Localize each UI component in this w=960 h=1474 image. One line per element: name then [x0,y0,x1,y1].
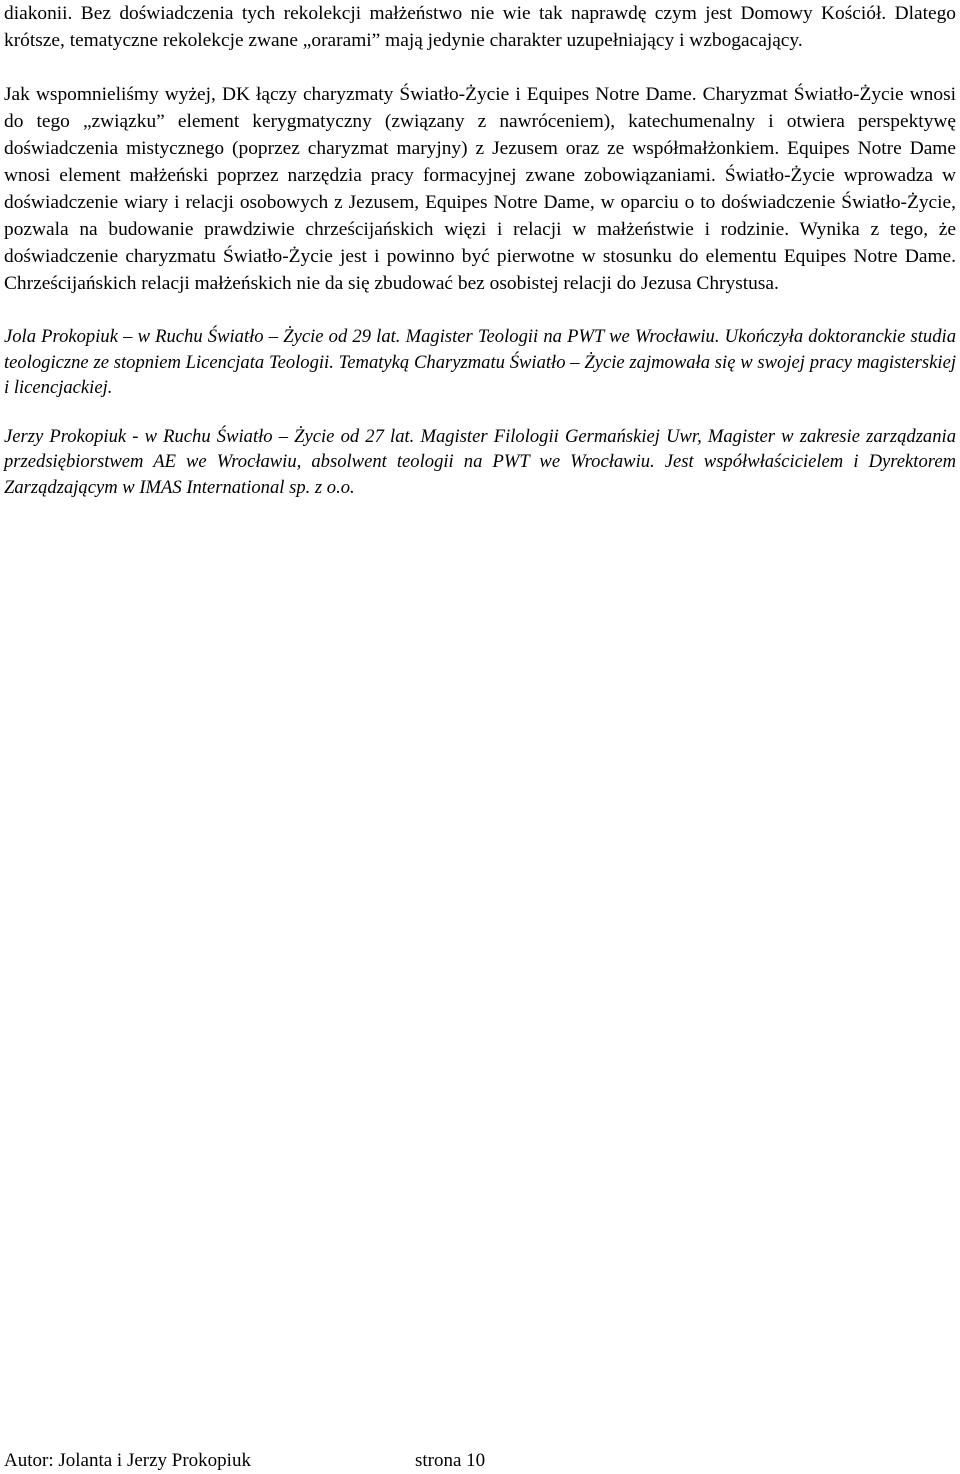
bio-jerzy: Jerzy Prokopiuk - w Ruchu Światło – Życie od 27 lat. Magister Filologii Germańskiej Uwr, Magister w zakresie zarządzania przedsiębiorstwem AE we Wrocławiu, absolwent teologii na PWT we Wrocławiu. Jest współwłaścicielem i Dyrektorem Zarządzającym w IMAS International sp. z o.o. [4,425,956,498]
bio-spacer [4,401,956,424]
paragraph-spacer [4,297,956,324]
paragraph-charyzmaty: Jak wspomnieliśmy wyżej, DK łączy charyzmaty Światło-Życie i Equipes Notre Dame. Charyzmat Światło-Życie wnosi do tego „związku” element kerygmatyczny (związany z nawróceniem), katechumenalny i otwiera perspektywę doświadczenia mistycznego (poprzez charyzmat maryjny) z Jezusem oraz ze współmałżonkiem. Equipes Notre Dame wnosi element małżeński poprzez narzędzia pracy formacyjnej zwane zobowiązaniami. Światło-Życie wprowadza w doświadczenie wiary i relacji osobowych z Jezusem, Equipes Notre Dame, w oparciu o to doświadczenie Światło-Życie, pozwala na budowanie prawdziwie chrześcijańskich więzi i relacji w małżeństwie i rodzinie. Wynika z tego, że doświadczenie charyzmatu Światło-Życie jest i powinno być pierwotne w stosunku do elementu Equipes Notre Dame. Chrześcijańskich relacji małżeńskich nie da się zbudować bez osobistej relacji do Jezusa Chrystusa. [4,84,956,294]
paragraph-spacer [4,54,956,81]
bio-jola: Jola Prokopiuk – w Ruchu Światło – Życie od 29 lat. Magister Teologii na PWT we Wrocławiu. Ukończyła doktoranckie studia teologiczne ze stopniem Licencjata Teologii. Tematyką Charyzmatu Światło – Życie zajmowała się w swojej pracy magisterskiej i licencjackiej. [4,326,956,398]
author-bios [4,324,956,500]
footer-page-number: strona 10 [415,1450,486,1471]
page-footer [4,1448,486,1474]
paragraph-diakonii: diakonii. Bez doświadczenia tych rekolekcji małżeństwo nie wie tak naprawdę czym jest Domowy Kościół. Dlatego krótsze, tematyczne rekolekcje zwane „orarami” mają jedynie charakter uzupełniający i wzbogacający. [4,3,956,51]
document-body [4,0,956,500]
footer-author: Autor: Jolanta i Jerzy Prokopiuk [4,1450,251,1471]
